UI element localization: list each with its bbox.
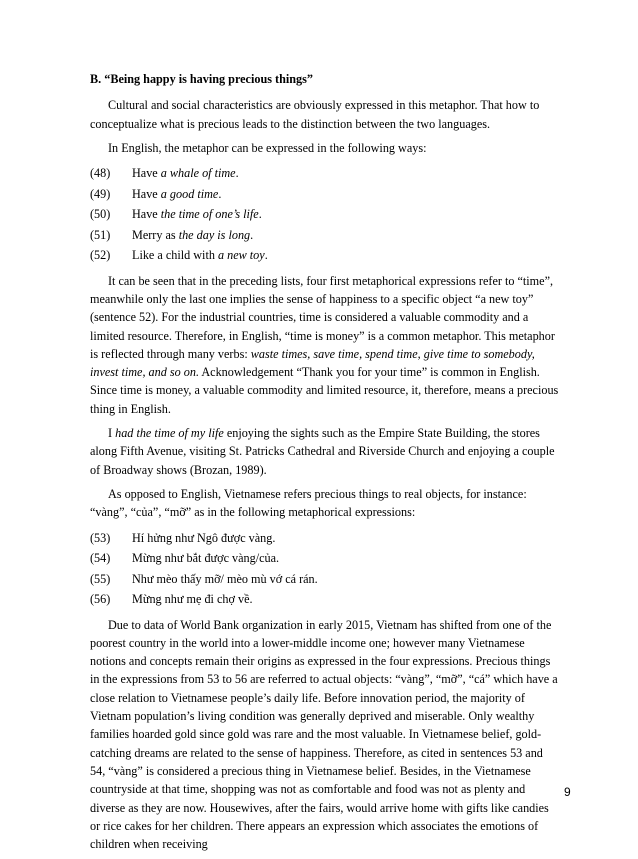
example-number: (51) [90,227,111,242]
vietnamese-examples-list [90,528,560,610]
example-number: (48) [90,166,111,181]
example-number: (50) [90,207,111,222]
example-48 [90,163,560,184]
example-53 [90,528,560,549]
example-text: Have a whale of time. [132,166,239,181]
paragraph-vietnam-analysis: Due to data of World Bank organization in early 2015, Vietnam has shifted from one of the poorest country in the world into a lower-middle income one; however many Vietnamese notions and concepts remain their origins as expressed in the four expressions. Precious things in the expressions from 53 to 56 are referred to actual objects: “vàng”, “mỡ”, “cá” which have a close relation to Vietnamese people’s daily life. Before innovation period, the majority of Vietnam population’s living condition was generally deprived and miserable. Only wealthy families hoarded gold since gold was rare and the most valuable. In Vietnamese belief, gold-catching dreams are related to the sense of happiness. Therefore, as cited in sentences 53 and 54, “vàng” is considered a precious thing in Vietnamese belief. Besides, in the Vietnamese countryside at that time, shopping was not as comfortable and food was not as plenty and diverse as they are now. Housewives, after the fairs, would arrive home with gifts like candies or rice cakes for her children. There appears an expression which associates the emotions of children when receiving [90,617,558,852]
example-50 [90,204,560,225]
paragraph-english-intro: In English, the metaphor can be expressed in the following ways: [108,140,427,155]
example-number: (56) [90,592,111,607]
example-text: Như mèo thấy mỡ/ mèo mù vớ cá rán. [132,571,318,586]
paragraph-intro: Cultural and social characteristics are obviously expressed in this metaphor. That how to conceptualize what is precious leads to the distinction between the two languages. [90,98,540,131]
example-text: Merry as the day is long. [132,227,254,242]
paragraph-time-analysis: It can be seen that in the preceding lists, four first metaphorical expressions refer to “time”, meanwhile only the last one implies the sense of happiness to a specific object “a new toy” (sentence 52). For the industrial countries, time is considered a valuable commodity and a limited resource. Therefore, in English, “time is money” is a common metaphor. This metaphor is reflected through many verbs: waste times, save time, spend time, give time to somebody, invest time, and so on. Acknowledgement “Thank you for your time” is common in English. Since time is money, a valuable commodity and limited resource, it, therefore, means a precious thing in English. [90,273,559,416]
english-examples-list [90,163,560,266]
example-49 [90,184,560,205]
example-text: Have a good time. [132,186,222,201]
example-text: Mừng như bắt được vàng/của. [132,551,280,566]
example-52 [90,245,560,266]
example-number: (55) [90,571,111,586]
example-55 [90,569,560,590]
example-text: Like a child with a new toy. [132,248,268,263]
paragraph-example-quote: I had the time of my life enjoying the sights such as the Empire State Building, the stores along Fifth Avenue, visiting St. Patricks Cathedral and Riverside Church and enjoying a couple of Broadway shows (Brozan, 1989). [90,426,555,477]
example-number: (53) [90,530,111,545]
page-number: 9 [564,785,571,799]
example-number: (52) [90,248,111,263]
example-56 [90,589,560,610]
example-text: Hí hửng như Ngô được vàng. [132,530,276,545]
example-text: Mừng như mẹ đi chợ về. [132,592,253,607]
example-51 [90,225,560,246]
example-number: (54) [90,551,111,566]
page-content [90,70,560,859]
example-text: Have the time of one’s life. [132,207,262,222]
example-number: (49) [90,186,111,201]
example-54 [90,548,560,569]
section-heading: B. “Being happy is having precious things” [90,72,313,86]
paragraph-vietnamese-intro: As opposed to English, Vietnamese refers precious things to real objects, for instance: “vàng”, “của”, “mỡ” as in the following metaphorical expressions: [90,486,527,520]
